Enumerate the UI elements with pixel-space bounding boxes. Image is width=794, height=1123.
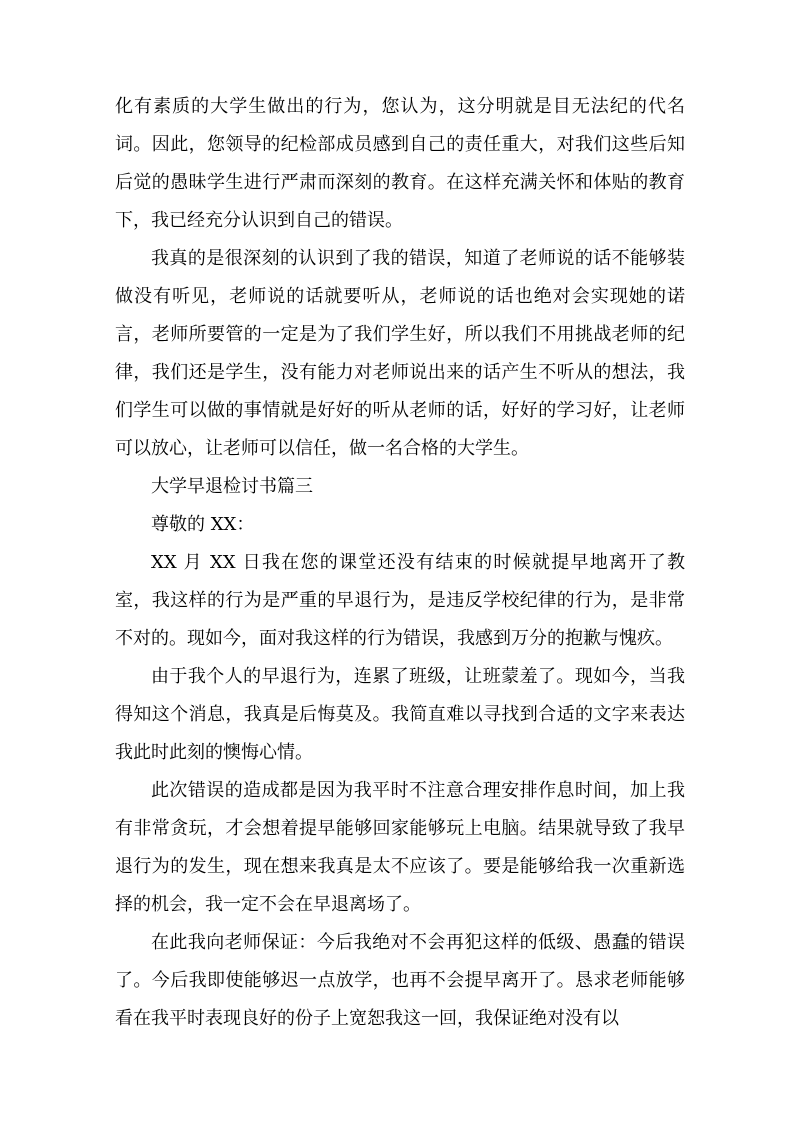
salutation: 尊敬的 XX： [151,514,255,535]
paragraph-cause: 此次错误的造成都是因为我平时不注意合理安排作息时间，加上我有非常贪玩，才会想着提早能够回家能够玩上电脑。结果就导致了我早退行为的发生，现在想来我真是太不应该了。要是能够给我一次重新选择的机会，我一定不会在早退离场了。 [115,780,685,915]
paragraph-early-leave: XX 月 XX 日我在您的课堂还没有结束的时候就提早地离开了教室，我这样的行为是严重的早退行为，是违反学校纪律的行为，是非常不对的。现如今，面对我这样的行为错误，我感到万分的抱歉与愧疚。 [115,552,685,649]
document-body [115,88,685,1038]
paragraph-class-shame: 由于我个人的早退行为，连累了班级，让班蒙羞了。现如今，当我得知这个消息，我真是后悔莫及。我简直难以寻找到合适的文字来表达我此时此刻的懊悔心情。 [115,666,685,763]
paragraph-promise: 在此我向老师保证：今后我绝对不会再犯这样的低级、愚蠢的错误了。今后我即使能够迟一点放学，也再不会提早离开了。恳求老师能够看在我平时表现良好的份子上宽恕我这一回，我保证绝对没有以 [115,932,685,1029]
section-heading: 大学早退检讨书篇三 [151,476,313,497]
paragraph-understanding-mistake: 我真的是很深刻的认识到了我的错误，知道了老师说的话不能够装做没有听见，老师说的话就要听从，老师说的话也绝对会实现她的诺言，老师所要管的一定是为了我们学生好，所以我们不用挑战老师的纪律，我们还是学生，没有能力对老师说出来的话产生不听从的想法，我们学生可以做的事情就是好好的听从老师的话，好好的学习好，让老师可以放心，让老师可以信任，做一名合格的大学生。 [115,248,685,459]
paragraph-continuation: 化有素质的大学生做出的行为，您认为，这分明就是目无法纪的代名词。因此，您领导的纪检部成员感到自己的责任重大，对我们这些后知后觉的愚昧学生进行严肃而深刻的教育。在这样充满关怀和体贴的教育下，我已经充分认识到自己的错误。 [115,96,685,231]
